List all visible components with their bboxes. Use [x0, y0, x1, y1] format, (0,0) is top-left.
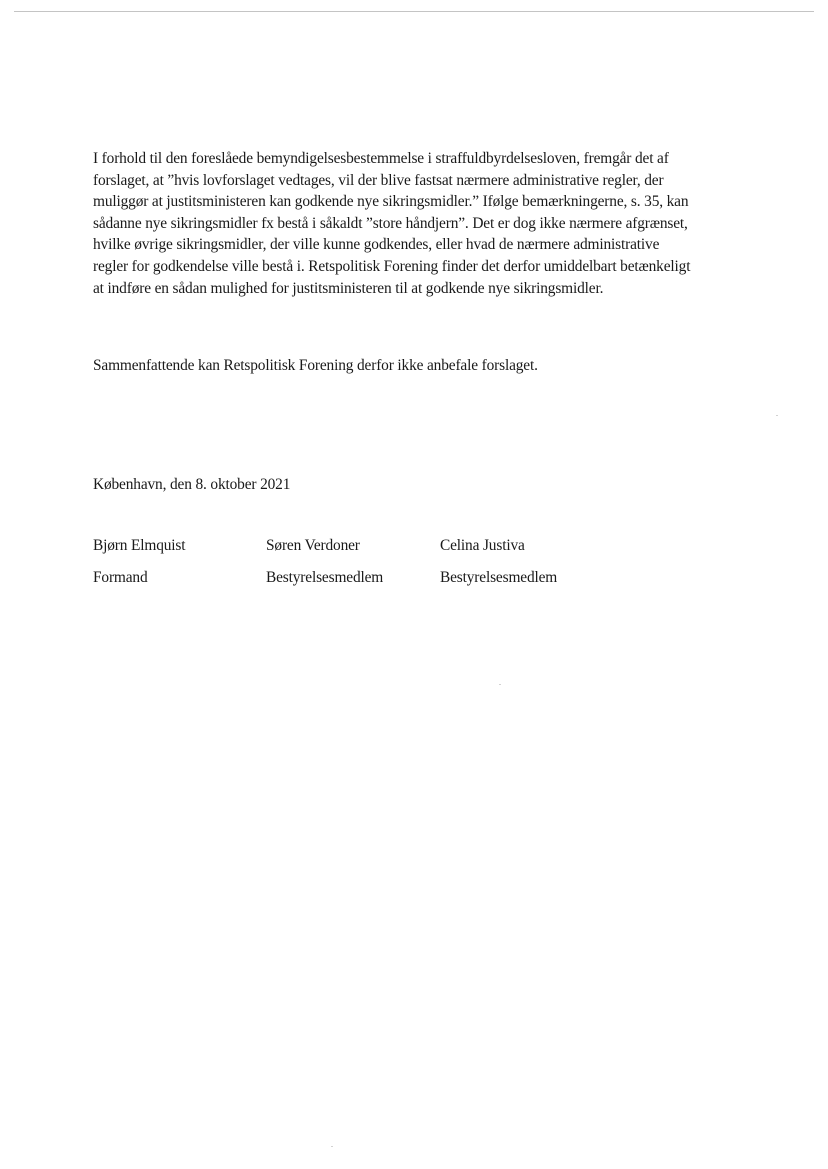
summary-paragraph: Sammenfattende kan Retspolitisk Forening derfor ikke anbefale forslaget. — [93, 357, 538, 374]
paragraph-line: sådanne nye sikringsmidler fx bestå i såkaldt ”store håndjern”. Det er dog ikke nærmere afgrænset, — [93, 214, 688, 232]
signatory-2 — [266, 535, 383, 589]
scan-speck — [776, 415, 778, 416]
scan-top-edge-line — [14, 11, 814, 12]
paragraph-line: at indføre en sådan mulighed for justitsministeren til at godkende nye sikringsmidler. — [93, 279, 604, 297]
signatory-name: Bjørn Elmquist — [93, 537, 186, 554]
signatory-name: Celina Justiva — [440, 537, 525, 554]
signatory-3 — [440, 535, 557, 589]
signatory-role: Bestyrelsesmedlem — [266, 569, 384, 586]
scan-speck — [499, 684, 501, 685]
paragraph-line: regler for godkendelse ville bestå i. Retspolitisk Forening finder det derfor umiddelbart betænkeligt — [93, 257, 691, 275]
paragraph-line: forslaget, at ”hvis lovforslaget vedtages, vil der blive fastsat nærmere administrative regler, der — [93, 171, 664, 189]
signatory-role: Bestyrelsesmedlem — [440, 569, 558, 586]
main-paragraph — [93, 148, 743, 299]
scan-speck — [331, 1146, 333, 1147]
place-and-date: København, den 8. oktober 2021 — [93, 476, 291, 493]
paragraph-line: muliggør at justitsministeren kan godkende nye sikringsmidler.” Ifølge bemærkningerne, s. 35, kan — [93, 193, 689, 211]
paragraph-line: I forhold til den foreslåede bemyndigelsesbestemmelse i straffuldbyrdelsesloven, fremgår det af — [93, 150, 669, 167]
signatory-1 — [93, 535, 185, 589]
signature-block — [93, 535, 743, 595]
paragraph-line: hvilke øvrige sikringsmidler, der ville kunne godkendes, eller hvad de nærmere administrative — [93, 236, 660, 254]
signatory-name: Søren Verdoner — [266, 537, 360, 554]
signatory-role: Formand — [93, 569, 148, 586]
